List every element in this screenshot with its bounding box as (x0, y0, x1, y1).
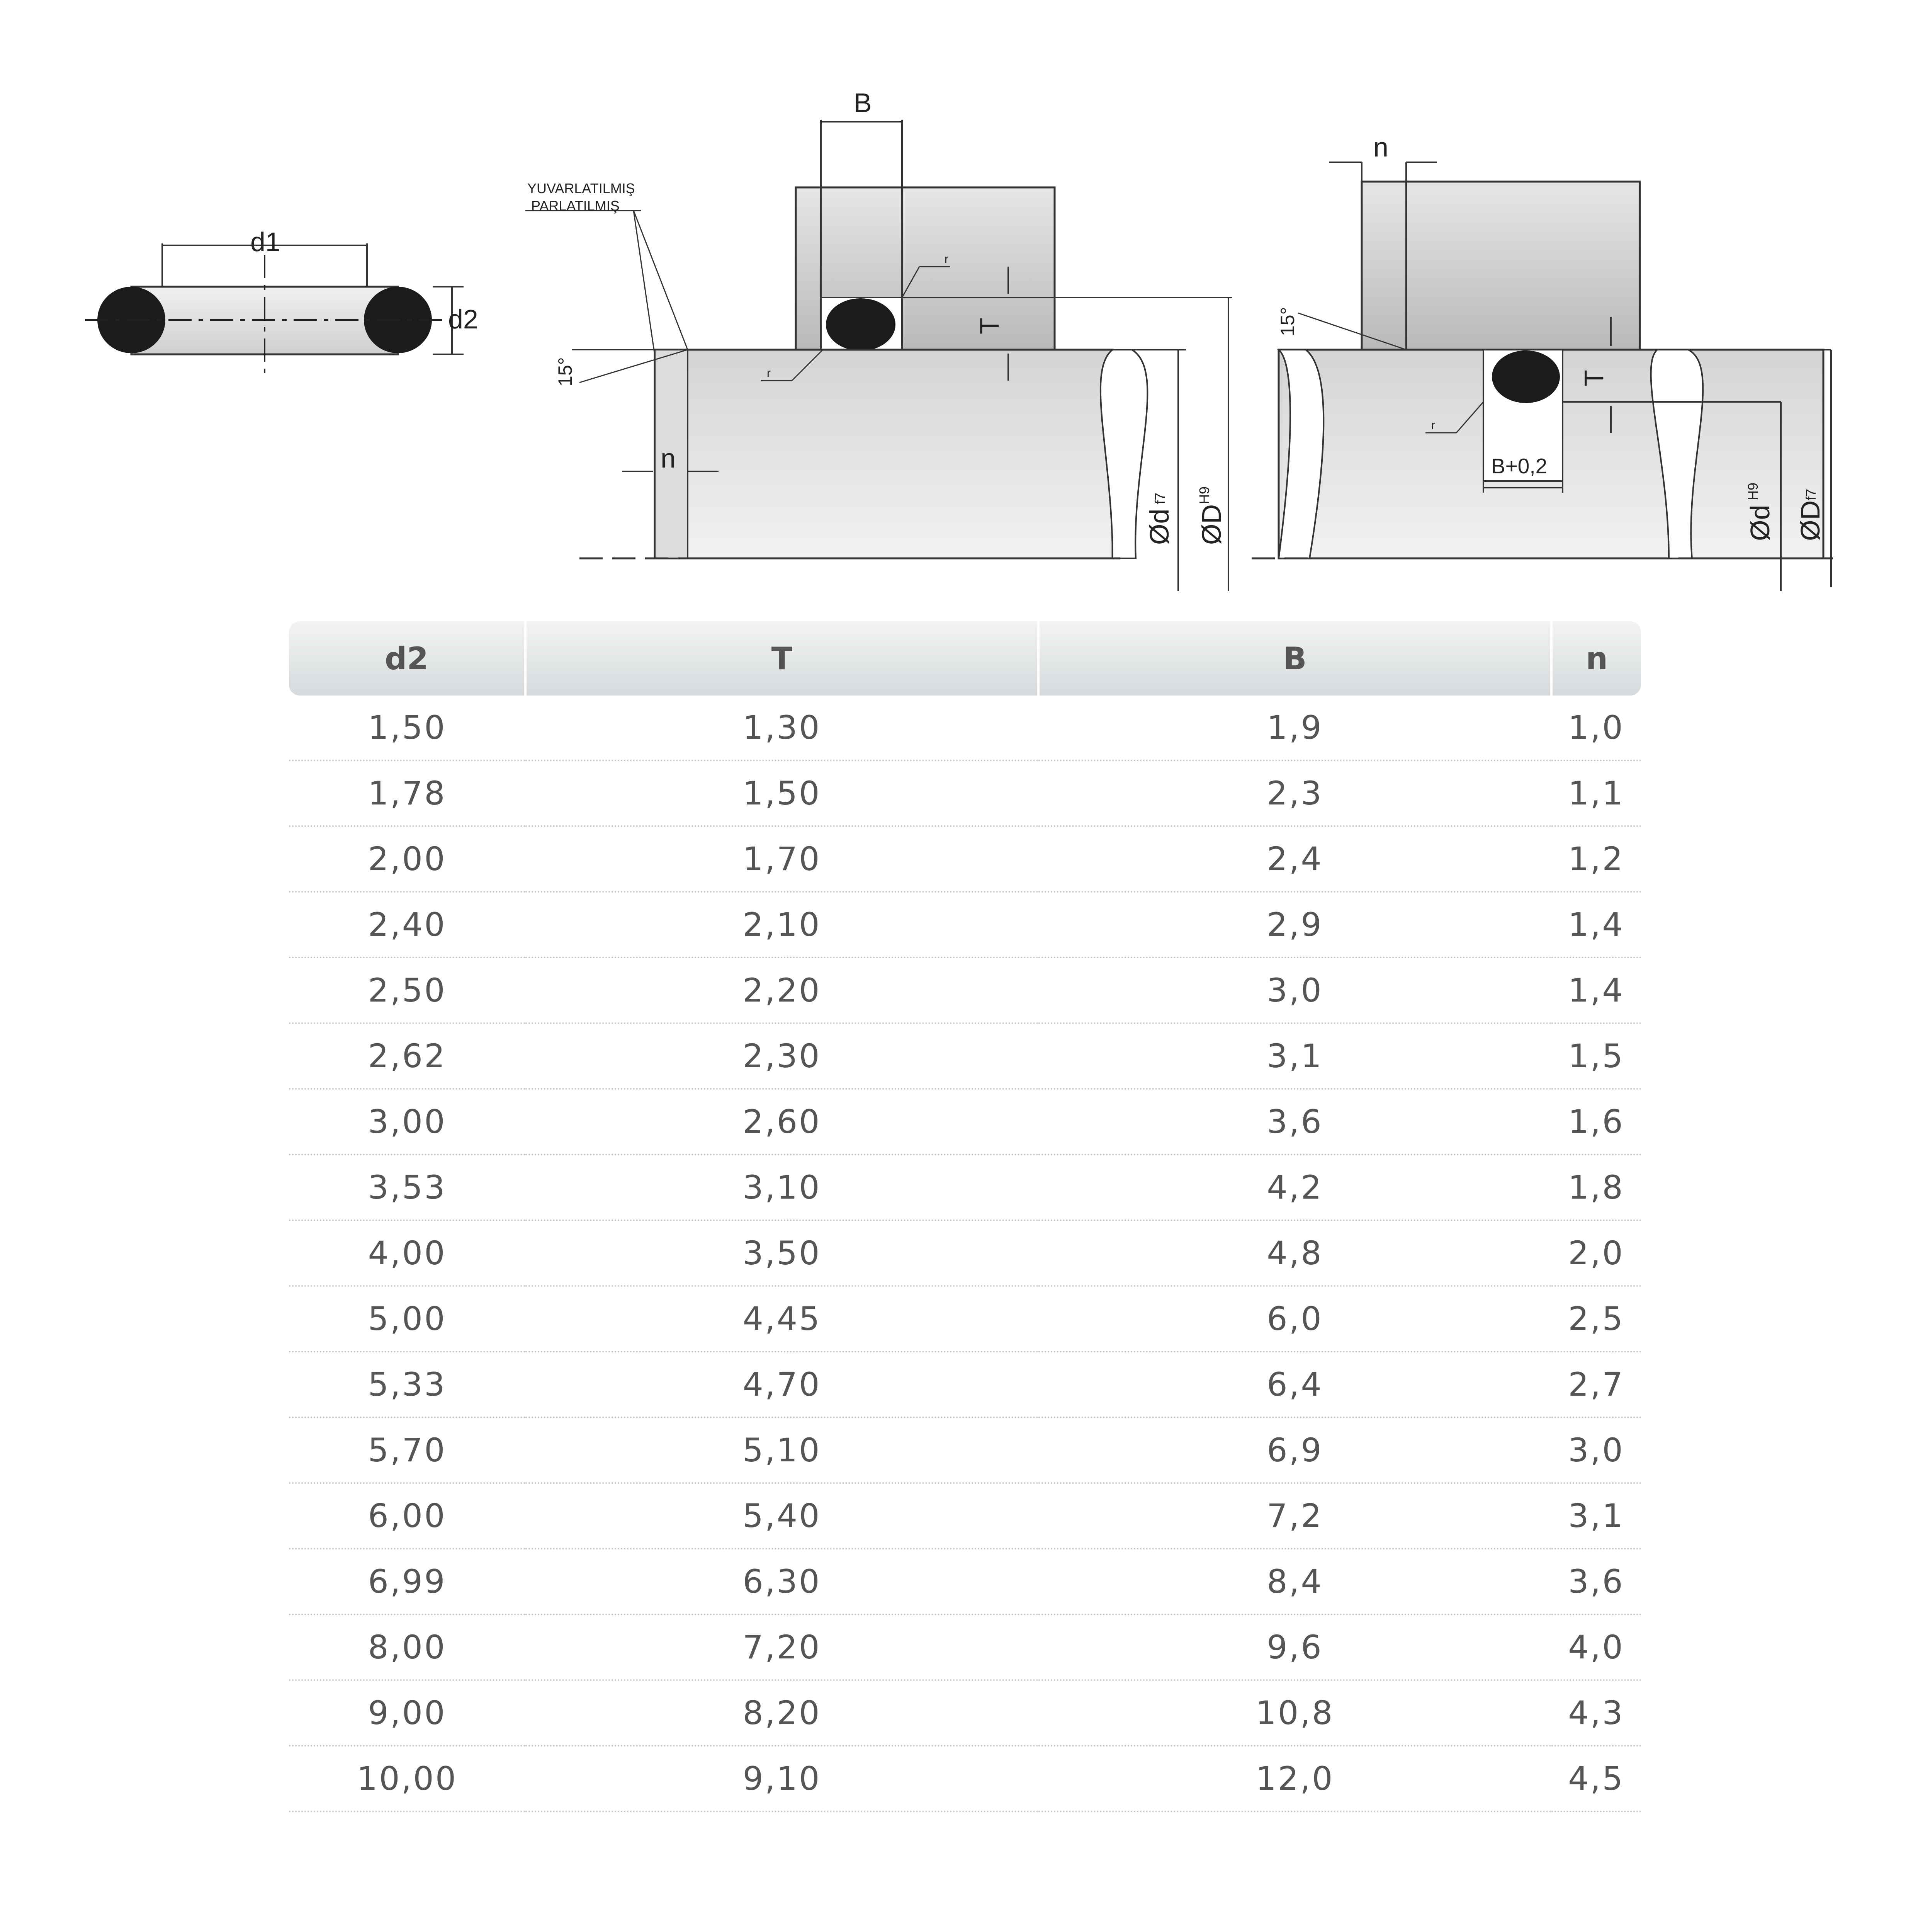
table-row (289, 696, 1641, 760)
label-d2: d2 (448, 304, 478, 334)
header-d2: d2 (289, 621, 525, 696)
cell-T: 6,30 (525, 1549, 1038, 1614)
cell-B: 6,9 (1038, 1417, 1551, 1483)
cell-n: 3,6 (1551, 1549, 1641, 1614)
cell-d2: 10,00 (289, 1746, 525, 1811)
cell-n: 1,1 (1551, 760, 1641, 826)
cell-B: 9,6 (1038, 1614, 1551, 1680)
cell-B: 2,3 (1038, 760, 1551, 826)
rod-groove-drawing (525, 88, 1232, 591)
label-angle-15: 15° (554, 357, 576, 386)
cell-d2: 9,00 (289, 1680, 525, 1746)
label-d-rod: Ød (1144, 509, 1174, 545)
table-row (289, 1417, 1641, 1483)
cell-d2: 5,70 (289, 1417, 525, 1483)
dimensions-table-container (289, 621, 1641, 1812)
table-row (289, 1352, 1641, 1417)
cell-n: 4,5 (1551, 1746, 1641, 1811)
label-B: B (854, 88, 872, 118)
table-row (289, 892, 1641, 957)
header-n: n (1551, 621, 1641, 696)
cell-n: 1,0 (1551, 696, 1641, 760)
cell-T: 5,10 (525, 1417, 1038, 1483)
cell-d2: 2,00 (289, 826, 525, 892)
cell-d2: 1,50 (289, 696, 525, 760)
cell-n: 2,5 (1551, 1286, 1641, 1352)
label-D-bore-tol: H9 (1196, 486, 1212, 504)
table-row (289, 1680, 1641, 1746)
label-n-bore: n (1373, 132, 1388, 162)
cell-T: 8,20 (525, 1680, 1038, 1746)
label-D-rod-tol: f7 (1803, 488, 1819, 500)
label-D-bore: ØD (1196, 504, 1227, 545)
cell-B: 4,8 (1038, 1220, 1551, 1286)
cell-d2: 5,33 (289, 1352, 525, 1417)
cell-d2: 3,53 (289, 1155, 525, 1220)
table-row (289, 1286, 1641, 1352)
cell-B: 2,4 (1038, 826, 1551, 892)
table-row (289, 1746, 1641, 1811)
dimensions-table (289, 621, 1641, 1812)
cell-d2: 3,00 (289, 1089, 525, 1155)
header-B: B (1038, 621, 1551, 696)
cell-B: 7,2 (1038, 1483, 1551, 1549)
label-d-bore: Ød (1745, 505, 1775, 541)
cell-n: 3,1 (1551, 1483, 1641, 1549)
cell-T: 2,60 (525, 1089, 1038, 1155)
cell-T: 3,10 (525, 1155, 1038, 1220)
table-row (289, 1614, 1641, 1680)
label-finish-1: YUVARLATILMIŞ (527, 180, 635, 196)
cell-d2: 6,99 (289, 1549, 525, 1614)
cell-d2: 4,00 (289, 1220, 525, 1286)
label-D-rod: ØD (1795, 500, 1825, 541)
table-body (289, 696, 1641, 1811)
cell-d2: 2,50 (289, 957, 525, 1023)
cell-n: 2,7 (1551, 1352, 1641, 1417)
cell-d2: 2,62 (289, 1023, 525, 1089)
label-B-tol: B+0,2 (1491, 454, 1548, 478)
table-row (289, 1549, 1641, 1614)
label-d-rod-tol: f7 (1152, 492, 1168, 504)
cell-T: 2,20 (525, 957, 1038, 1023)
cell-T: 1,70 (525, 826, 1038, 892)
table-row (289, 1155, 1641, 1220)
cell-B: 6,4 (1038, 1352, 1551, 1417)
cell-T: 9,10 (525, 1746, 1038, 1811)
cell-n: 1,6 (1551, 1089, 1641, 1155)
cell-B: 4,2 (1038, 1155, 1551, 1220)
cell-n: 4,0 (1551, 1614, 1641, 1680)
cell-n: 1,4 (1551, 892, 1641, 957)
label-r-bore: r (1431, 419, 1435, 432)
cell-n: 1,4 (1551, 957, 1641, 1023)
bore-oring-icon (1492, 350, 1560, 403)
cell-T: 4,45 (525, 1286, 1038, 1352)
cell-d2: 1,78 (289, 760, 525, 826)
cell-n: 2,0 (1551, 1220, 1641, 1286)
cell-T: 1,50 (525, 760, 1038, 826)
cell-n: 3,0 (1551, 1417, 1641, 1483)
label-r: r (945, 253, 948, 265)
table-row (289, 1089, 1641, 1155)
label-T-bore: T (1579, 370, 1609, 386)
cell-T: 7,20 (525, 1614, 1038, 1680)
cell-n: 1,8 (1551, 1155, 1641, 1220)
cell-B: 10,8 (1038, 1680, 1551, 1746)
table-row (289, 760, 1641, 826)
cell-B: 6,0 (1038, 1286, 1551, 1352)
technical-drawing (0, 0, 1918, 603)
label-finish-2: PARLATILMIŞ (531, 198, 620, 214)
table-row (289, 957, 1641, 1023)
bore-groove-drawing (1252, 132, 1839, 591)
label-n: n (661, 443, 676, 473)
label-d-bore-tol: H9 (1745, 482, 1761, 500)
cell-d2: 2,40 (289, 892, 525, 957)
cell-T: 2,30 (525, 1023, 1038, 1089)
cell-B: 2,9 (1038, 892, 1551, 957)
cell-B: 3,6 (1038, 1089, 1551, 1155)
cell-d2: 8,00 (289, 1614, 525, 1680)
table-row (289, 1483, 1641, 1549)
cell-d2: 5,00 (289, 1286, 525, 1352)
label-d1: d1 (250, 227, 280, 257)
cell-T: 1,30 (525, 696, 1038, 760)
table-row (289, 1220, 1641, 1286)
cell-B: 12,0 (1038, 1746, 1551, 1811)
rod-oring-icon (826, 298, 895, 351)
table-row (289, 1023, 1641, 1089)
cell-T: 3,50 (525, 1220, 1038, 1286)
cell-T: 2,10 (525, 892, 1038, 957)
cell-B: 8,4 (1038, 1549, 1551, 1614)
label-T: T (974, 318, 1004, 334)
cell-B: 3,0 (1038, 957, 1551, 1023)
cell-B: 1,9 (1038, 696, 1551, 760)
label-r-2: r (767, 367, 771, 379)
cell-B: 3,1 (1038, 1023, 1551, 1089)
cell-T: 4,70 (525, 1352, 1038, 1417)
label-angle-15-bore: 15° (1277, 307, 1298, 336)
cell-d2: 6,00 (289, 1483, 525, 1549)
cell-n: 1,5 (1551, 1023, 1641, 1089)
header-T: T (525, 621, 1038, 696)
table-row (289, 826, 1641, 892)
cell-n: 1,2 (1551, 826, 1641, 892)
cell-n: 4,3 (1551, 1680, 1641, 1746)
cell-T: 5,40 (525, 1483, 1038, 1549)
oring-section (85, 227, 478, 379)
table-header-row (289, 621, 1641, 696)
